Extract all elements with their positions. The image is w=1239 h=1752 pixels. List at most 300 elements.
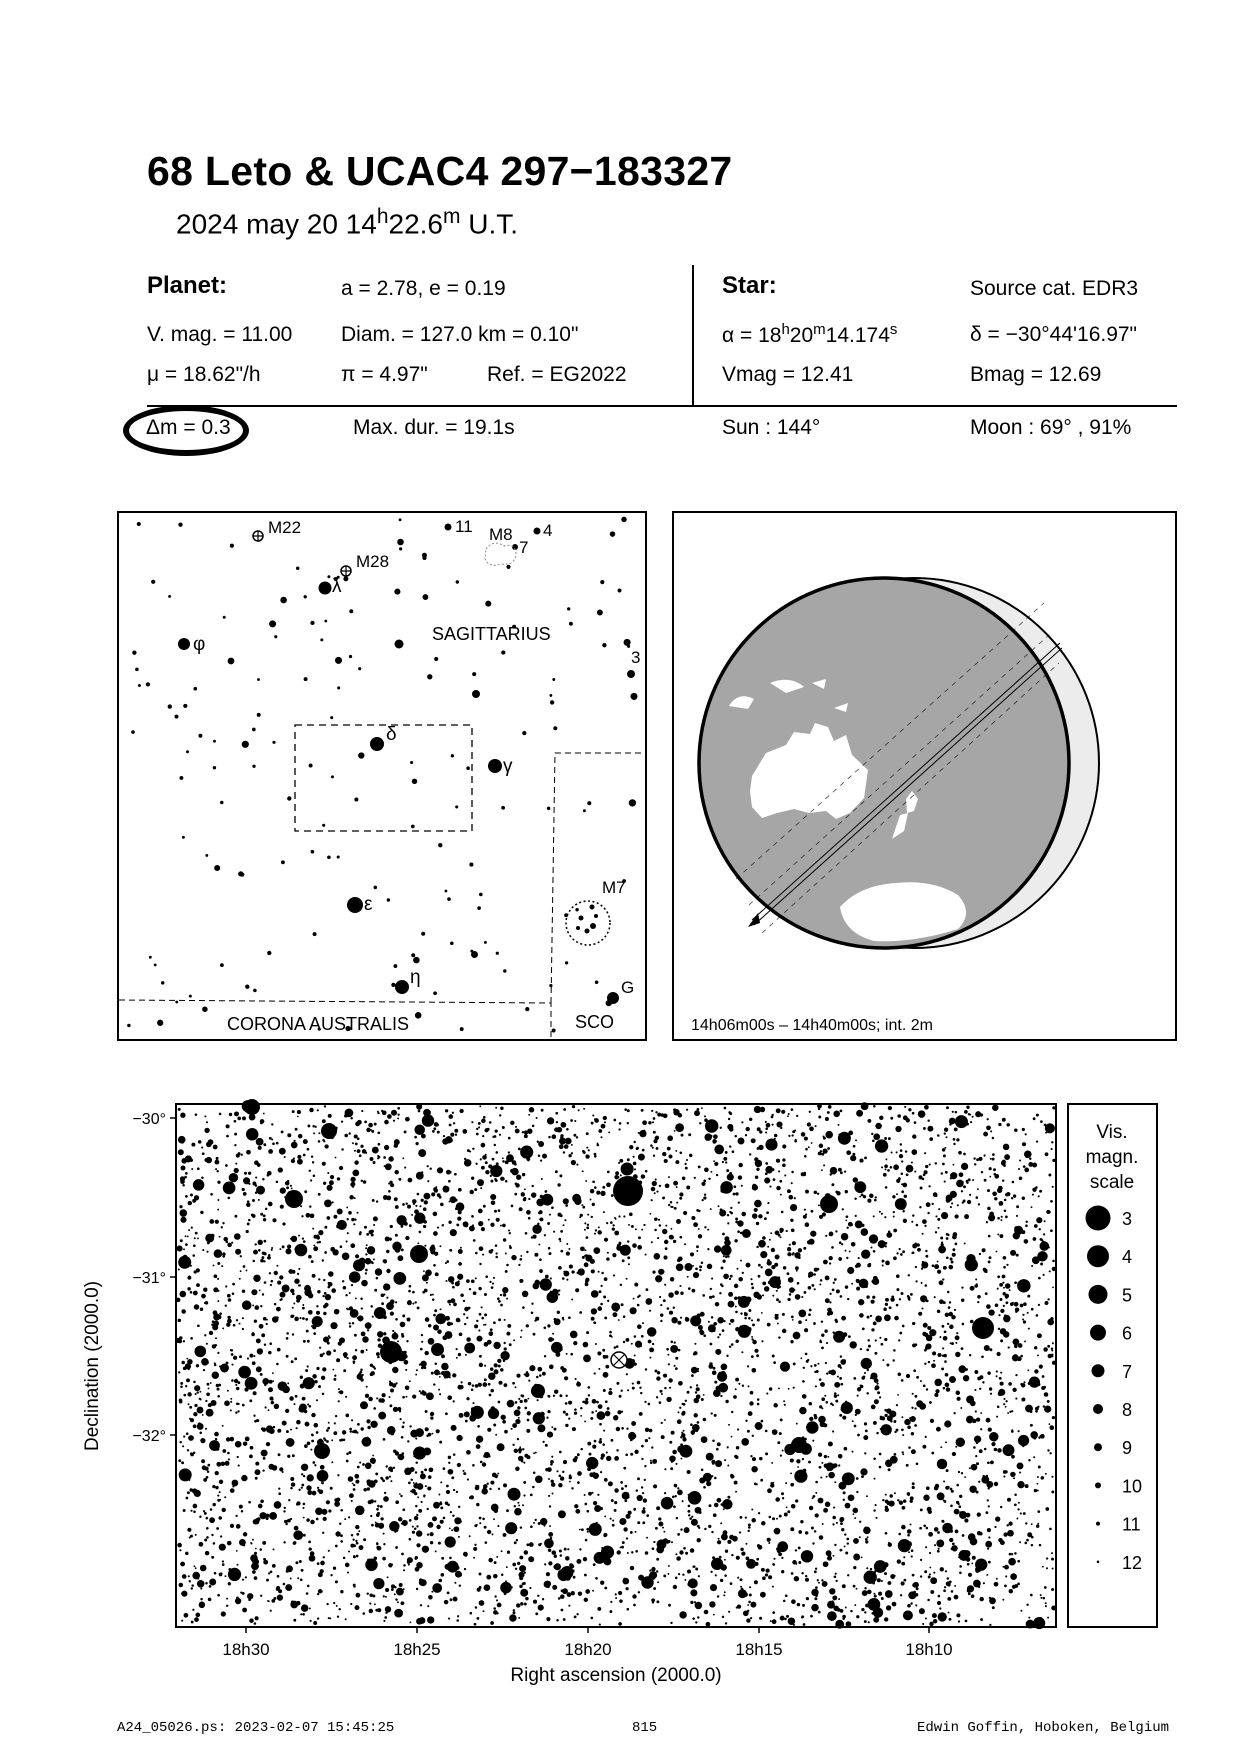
field-star xyxy=(256,1366,262,1372)
field-star xyxy=(471,1389,474,1392)
finder-star xyxy=(230,544,234,548)
field-star xyxy=(327,1185,333,1191)
field-star xyxy=(1000,1506,1002,1508)
field-star xyxy=(418,1149,426,1157)
field-star xyxy=(714,1414,717,1417)
field-star xyxy=(754,1349,758,1353)
field-star xyxy=(804,1155,807,1158)
field-star xyxy=(324,1226,327,1229)
field-star xyxy=(885,1298,889,1302)
field-star xyxy=(868,1621,870,1623)
field-star xyxy=(194,1304,199,1309)
field-star xyxy=(409,1538,412,1541)
field-star xyxy=(913,1369,916,1372)
field-star xyxy=(503,1383,507,1387)
field-star xyxy=(748,1523,751,1526)
field-star xyxy=(546,1572,550,1576)
field-star xyxy=(272,1142,275,1145)
field-star xyxy=(940,1237,943,1240)
field-star xyxy=(492,1158,495,1161)
field-star xyxy=(218,1516,221,1519)
field-star xyxy=(399,1612,402,1615)
field-star xyxy=(590,1199,592,1201)
field-star xyxy=(699,1269,701,1271)
field-star xyxy=(414,1136,417,1139)
field-star xyxy=(775,1497,780,1502)
field-star xyxy=(180,1239,183,1242)
field-star xyxy=(590,1259,595,1264)
finder-star xyxy=(304,677,308,681)
field-star xyxy=(659,1185,661,1187)
field-star xyxy=(661,1435,665,1439)
field-star xyxy=(422,1274,429,1281)
field-star xyxy=(1021,1397,1025,1401)
field-star xyxy=(652,1459,657,1464)
field-star xyxy=(496,1556,498,1558)
field-star xyxy=(239,1505,243,1509)
field-star xyxy=(311,1413,315,1417)
field-star xyxy=(370,1305,373,1308)
finder-star xyxy=(553,726,557,730)
field-star xyxy=(495,1179,498,1182)
field-star xyxy=(312,1461,315,1464)
field-star xyxy=(792,1319,794,1321)
field-star xyxy=(502,1420,506,1424)
field-star xyxy=(649,1213,651,1215)
field-star xyxy=(678,1256,683,1261)
field-star xyxy=(363,1612,366,1615)
field-star xyxy=(711,1460,715,1464)
field-star xyxy=(416,1588,418,1590)
field-star xyxy=(901,1428,904,1431)
field-star xyxy=(693,1222,698,1227)
field-star xyxy=(1051,1141,1053,1143)
field-star xyxy=(306,1485,311,1490)
field-star xyxy=(506,1332,510,1336)
field-star xyxy=(490,1180,493,1183)
field-star xyxy=(594,1153,597,1156)
field-star xyxy=(846,1477,851,1482)
field-star xyxy=(437,1227,439,1229)
field-star xyxy=(586,1132,589,1135)
field-star xyxy=(595,1410,597,1412)
field-star xyxy=(1052,1416,1055,1419)
field-star xyxy=(679,1192,683,1196)
field-star xyxy=(1029,1376,1040,1387)
field-star xyxy=(802,1469,806,1473)
field-star xyxy=(273,1426,275,1428)
field-star xyxy=(803,1473,807,1477)
field-star xyxy=(518,1147,521,1150)
field-star xyxy=(312,1491,317,1496)
field-star xyxy=(558,1510,566,1518)
field-star xyxy=(498,1381,502,1385)
field-star xyxy=(414,1301,416,1303)
field-star xyxy=(559,1550,562,1553)
field-star xyxy=(994,1482,998,1486)
field-star xyxy=(943,1387,946,1390)
field-star xyxy=(540,1270,543,1273)
field-star xyxy=(463,1313,465,1315)
hour-unit: h xyxy=(376,205,389,228)
field-star xyxy=(303,1377,315,1389)
field-star xyxy=(652,1121,654,1123)
field-star xyxy=(986,1221,988,1223)
field-star xyxy=(1037,1476,1039,1478)
field-star xyxy=(662,1229,667,1234)
field-star xyxy=(828,1472,835,1479)
field-star xyxy=(925,1284,928,1287)
field-star xyxy=(853,1585,856,1588)
field-star xyxy=(1016,1254,1019,1257)
field-star xyxy=(788,1135,790,1137)
field-star xyxy=(846,1257,848,1259)
field-star xyxy=(885,1168,887,1170)
field-star xyxy=(472,1464,475,1467)
field-star xyxy=(461,1381,463,1383)
field-star xyxy=(355,1605,360,1610)
field-star xyxy=(311,1325,313,1327)
field-star xyxy=(724,1275,727,1278)
field-star xyxy=(343,1286,347,1290)
field-star xyxy=(859,1313,864,1318)
field-star xyxy=(485,1324,487,1326)
field-star xyxy=(701,1436,708,1443)
field-star xyxy=(365,1269,368,1272)
field-star xyxy=(309,1607,311,1609)
field-star xyxy=(841,1402,853,1414)
field-star xyxy=(179,1398,183,1402)
field-star xyxy=(522,1582,525,1585)
field-star xyxy=(714,1503,718,1507)
field-star xyxy=(1047,1617,1049,1619)
field-star xyxy=(183,1435,185,1437)
field-star xyxy=(335,1415,337,1417)
field-star xyxy=(347,1571,349,1573)
field-star xyxy=(927,1212,929,1214)
field-star xyxy=(807,1240,811,1244)
finder-star xyxy=(569,622,573,626)
field-star xyxy=(389,1476,391,1478)
field-star xyxy=(455,1199,458,1202)
field-star xyxy=(621,1303,624,1306)
field-star xyxy=(819,1378,822,1381)
field-star xyxy=(805,1578,809,1582)
field-star xyxy=(291,1236,297,1242)
field-star xyxy=(945,1313,949,1317)
field-star xyxy=(915,1280,917,1282)
field-star xyxy=(445,1109,448,1112)
field-star xyxy=(286,1332,289,1335)
field-star xyxy=(862,1375,865,1378)
field-star xyxy=(563,1618,566,1621)
field-star xyxy=(551,1482,555,1486)
field-star xyxy=(1017,1462,1024,1469)
field-star xyxy=(259,1290,261,1292)
field-star xyxy=(328,1617,330,1619)
field-star xyxy=(625,1485,628,1488)
field-star xyxy=(938,1246,946,1254)
field-star xyxy=(252,1570,256,1574)
field-star xyxy=(178,1256,191,1269)
field-star xyxy=(523,1462,525,1464)
field-star xyxy=(943,1480,945,1482)
field-star xyxy=(334,1375,336,1377)
finder-star xyxy=(455,805,458,808)
field-star xyxy=(552,1493,554,1495)
field-star xyxy=(180,1386,183,1389)
field-star xyxy=(489,1331,494,1336)
field-star xyxy=(515,1568,517,1570)
field-star xyxy=(586,1236,589,1239)
field-star xyxy=(652,1343,654,1345)
finder-star xyxy=(567,607,570,610)
field-star xyxy=(419,1390,421,1392)
field-star xyxy=(948,1312,953,1317)
field-star xyxy=(719,1372,721,1374)
field-star xyxy=(242,1404,245,1407)
field-star xyxy=(418,1509,422,1513)
field-star xyxy=(691,1519,698,1526)
field-star xyxy=(402,1203,405,1206)
field-star xyxy=(708,1178,710,1180)
field-star xyxy=(225,1285,227,1287)
field-star xyxy=(395,1500,399,1504)
field-star xyxy=(542,1154,547,1159)
field-star xyxy=(651,1110,653,1112)
field-star xyxy=(1052,1106,1055,1109)
field-star xyxy=(841,1528,844,1531)
field-star xyxy=(544,1525,546,1527)
field-star xyxy=(416,1530,422,1536)
field-star xyxy=(1003,1398,1005,1400)
field-star xyxy=(323,1140,325,1142)
field-star xyxy=(1036,1525,1039,1528)
field-star xyxy=(807,1122,811,1126)
field-star xyxy=(749,1153,751,1155)
field-star xyxy=(333,1431,337,1435)
field-star xyxy=(613,1274,615,1276)
field-star xyxy=(385,1476,388,1479)
field-star xyxy=(626,1537,628,1539)
field-star xyxy=(189,1406,192,1409)
finder-star xyxy=(411,953,415,957)
field-star xyxy=(203,1288,207,1292)
field-star xyxy=(346,1460,349,1463)
field-star xyxy=(815,1513,819,1517)
field-star xyxy=(452,1112,454,1114)
field-star xyxy=(729,1145,731,1147)
finder-star xyxy=(189,995,192,998)
field-star xyxy=(357,1120,362,1125)
star-g xyxy=(607,992,619,1004)
field-star xyxy=(355,1480,359,1484)
field-star xyxy=(929,1552,931,1554)
field-star xyxy=(562,1588,568,1594)
field-star xyxy=(366,1244,368,1246)
field-star xyxy=(790,1340,793,1343)
field-star xyxy=(647,1327,657,1337)
field-star xyxy=(386,1195,391,1200)
field-star xyxy=(1022,1445,1024,1447)
field-star xyxy=(674,1130,676,1132)
field-star xyxy=(292,1454,295,1457)
field-star xyxy=(603,1533,607,1537)
field-star xyxy=(675,1485,677,1487)
field-star xyxy=(699,1122,701,1124)
field-star xyxy=(905,1150,907,1152)
field-star xyxy=(789,1244,791,1246)
field-star xyxy=(712,1139,717,1144)
field-star xyxy=(590,1417,593,1420)
field-star xyxy=(529,1107,535,1113)
field-star xyxy=(346,1206,348,1208)
field-star xyxy=(745,1543,747,1545)
field-star xyxy=(262,1178,264,1180)
field-star xyxy=(287,1455,290,1458)
field-star xyxy=(367,1329,369,1331)
field-star xyxy=(1014,1302,1019,1307)
field-star xyxy=(644,1401,646,1403)
field-star xyxy=(264,1384,266,1386)
field-star xyxy=(373,1224,375,1226)
field-star xyxy=(361,1280,368,1287)
field-star xyxy=(534,1253,538,1257)
field-star xyxy=(929,1164,931,1166)
field-star xyxy=(474,1544,476,1546)
field-star xyxy=(328,1218,330,1220)
field-star xyxy=(187,1359,193,1365)
field-star xyxy=(403,1564,406,1567)
field-star xyxy=(349,1325,351,1327)
field-star xyxy=(552,1550,557,1555)
field-star xyxy=(633,1141,635,1143)
field-star xyxy=(726,1251,728,1253)
field-star xyxy=(233,1324,236,1327)
field-star xyxy=(710,1584,717,1591)
field-star xyxy=(401,1335,404,1338)
field-star xyxy=(439,1441,442,1444)
finder-star xyxy=(624,639,631,646)
field-star xyxy=(206,1527,209,1530)
field-star xyxy=(228,1458,230,1460)
field-star xyxy=(316,1367,319,1370)
field-star xyxy=(961,1163,968,1170)
field-star xyxy=(865,1540,868,1543)
field-star xyxy=(719,1333,721,1335)
field-star xyxy=(1047,1449,1049,1451)
field-star xyxy=(938,1595,941,1598)
field-star xyxy=(194,1617,199,1622)
field-star xyxy=(1051,1476,1053,1478)
finder-star xyxy=(602,643,606,647)
field-star xyxy=(608,1131,610,1133)
path-direction-arrow-icon xyxy=(748,913,760,927)
field-star xyxy=(562,1122,564,1124)
field-star xyxy=(786,1615,789,1618)
field-star xyxy=(427,1616,434,1623)
field-star xyxy=(971,1489,973,1491)
field-star xyxy=(236,1319,238,1321)
field-star xyxy=(627,1122,629,1124)
field-star xyxy=(317,1487,319,1489)
label-m22: M22 xyxy=(268,518,302,537)
field-star xyxy=(955,1115,968,1128)
finder-star xyxy=(422,553,427,558)
field-star xyxy=(207,1241,210,1244)
field-star xyxy=(459,1584,461,1586)
field-star xyxy=(552,1338,555,1341)
field-star xyxy=(519,1258,522,1261)
field-star xyxy=(785,1482,787,1484)
field-star xyxy=(912,1343,916,1347)
field-star xyxy=(835,1580,837,1582)
field-star xyxy=(386,1269,390,1273)
field-star xyxy=(645,1551,649,1555)
field-star xyxy=(586,1226,589,1229)
field-star xyxy=(491,1504,499,1512)
field-star xyxy=(979,1532,982,1535)
field-star xyxy=(728,1424,730,1426)
field-star xyxy=(603,1296,606,1299)
finder-star xyxy=(427,674,432,679)
field-star xyxy=(937,1353,941,1357)
field-star xyxy=(1003,1305,1005,1307)
field-star xyxy=(976,1442,979,1445)
field-star xyxy=(522,1291,528,1297)
planet-parallax: π = 4.97" xyxy=(341,363,428,386)
field-star xyxy=(560,1214,563,1217)
field-star xyxy=(676,1264,684,1272)
field-star xyxy=(1014,1493,1017,1496)
field-star xyxy=(837,1394,839,1396)
field-star xyxy=(204,1115,206,1117)
field-star xyxy=(472,1224,474,1226)
field-star xyxy=(978,1203,980,1205)
field-star xyxy=(481,1317,484,1320)
field-star xyxy=(644,1465,646,1467)
field-star xyxy=(420,1473,426,1479)
field-star xyxy=(901,1205,906,1210)
field-star xyxy=(376,1513,380,1517)
field-star xyxy=(203,1369,205,1371)
field-star xyxy=(772,1295,774,1297)
field-star xyxy=(964,1110,968,1114)
field-star xyxy=(821,1397,825,1401)
field-star xyxy=(206,1392,210,1396)
field-star xyxy=(430,1168,432,1170)
field-star xyxy=(178,1459,181,1462)
field-star xyxy=(535,1452,537,1454)
field-star xyxy=(267,1174,270,1177)
field-star xyxy=(235,1411,237,1413)
field-star xyxy=(451,1425,457,1431)
field-star xyxy=(1026,1438,1029,1441)
field-star xyxy=(965,1620,968,1623)
field-star xyxy=(548,1136,551,1139)
field-star xyxy=(371,1234,374,1237)
field-star xyxy=(856,1287,860,1291)
field-star xyxy=(302,1613,305,1616)
field-star xyxy=(252,1539,254,1541)
field-star xyxy=(1011,1197,1013,1199)
field-star xyxy=(935,1215,937,1217)
field-star xyxy=(216,1462,221,1467)
field-star xyxy=(191,1143,195,1147)
field-star xyxy=(829,1293,831,1295)
field-star xyxy=(1042,1566,1044,1568)
field-star xyxy=(385,1606,391,1612)
